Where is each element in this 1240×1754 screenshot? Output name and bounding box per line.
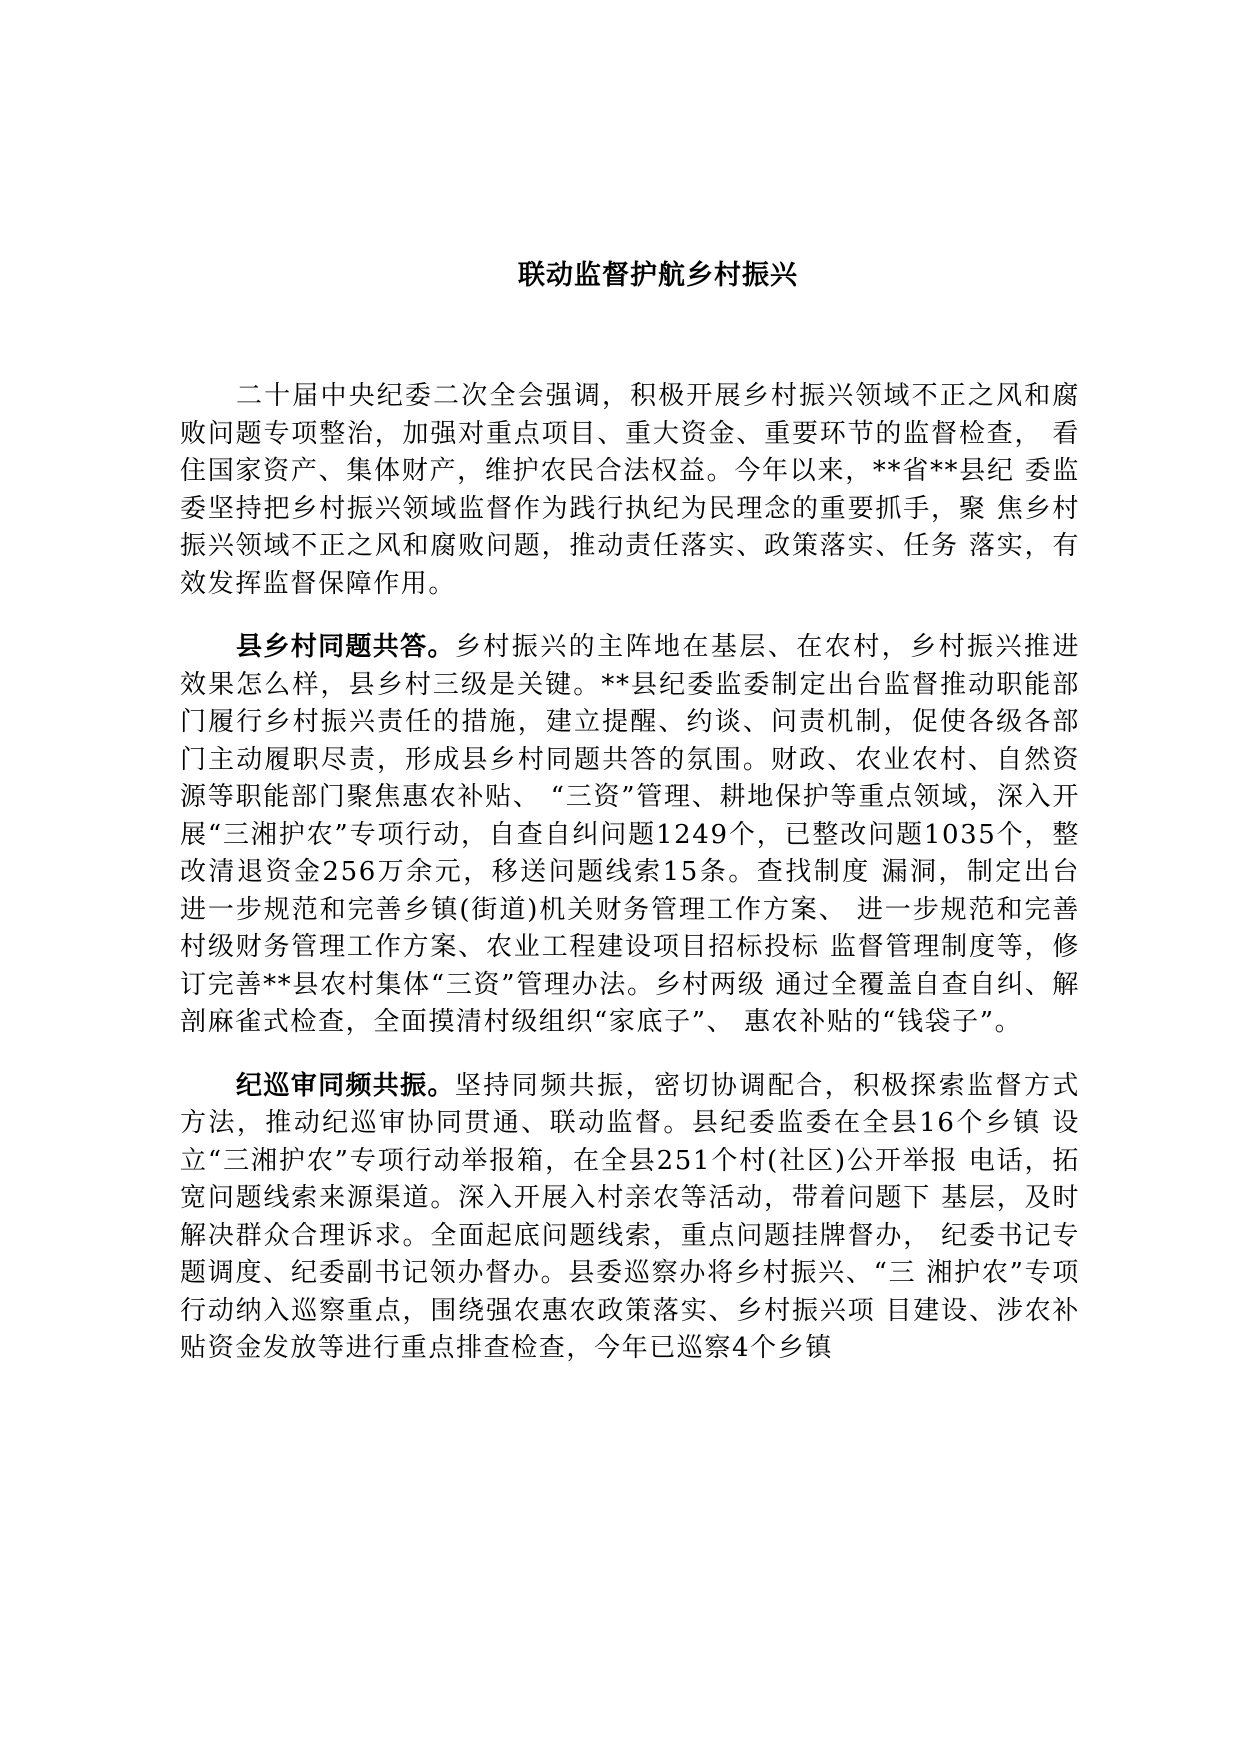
- paragraph-intro: [180, 378, 1080, 603]
- paragraph-discipline-inspection-audit: [180, 1068, 1080, 1368]
- paragraph-county-township-village: [180, 629, 1080, 1042]
- document-title: 联动监督护航乡村振兴: [518, 260, 798, 291]
- paragraph-intro-text: 二十届中央纪委二次全会强调，积极开展乡村振兴领域不正之风和腐败问题专项整治，加强对重点项目、重大资金、重要环节的监督检查， 看住国家资产、集体财产，维护农民合法权益。今年以来，**省**县纪 委监委坚持把乡村振兴领域监督作为践行执纪为民理念的重要抓手，聚 焦乡村振兴领域不正之风和腐败问题，推动责任落实、政策落实、任务 落实，有效发挥监督保障作用。: [180, 381, 1080, 599]
- paragraph-heading-county-township-village: 县乡村同题共答。: [236, 632, 455, 662]
- document-body: [180, 378, 1080, 1394]
- paragraph-heading-discipline-inspection-audit: 纪巡审同频共振。: [236, 1070, 455, 1101]
- paragraph-discipline-inspection-audit-text: 坚持同频共振，密切协调配合，积极探索监督方式方法，推动纪巡审协同贯通、联动监督。县纪委监委在全县16个乡镇 设立“三湘护农”专项行动举报箱，在全县251个村(社区)公开举报 电话，拓宽问题线索来源渠道。深入开展入村亲农等活动，带着问题下 基层，及时解决群众合理诉求。全面起底问题线索，重点问题挂牌督办， 纪委书记专题调度、纪委副书记领办督办。县委巡察办将乡村振兴、“三 湘护农”专项行动纳入巡察重点，围绕强农惠农政策落实、乡村振兴项 目建设、涉农补贴资金发放等进行重点排查检查，今年已巡察4个乡镇: [180, 1070, 1080, 1363]
- paragraph-county-township-village-text: 乡村振兴的主阵地在基层、在农村，乡村振兴推进效果怎么样，县乡村三级是关键。**县纪委监委制定出台监督推动职能部门履行乡村振兴责任的措施，建立提醒、约谈、问责机制，促使各级各部门主动履职尽责，形成县乡村同题共答的氛围。财政、农业农村、自然资源等职能部门聚焦惠农补贴、 “三资”管理、耕地保护等重点领域，深入开展“三湘护农”专项行动，自查自纠问题1249个，已整改问题1035个，整改清退资金256万余元，移送问题线索15条。查找制度 漏洞，制定出台进一步规范和完善乡镇(街道)机关财务管理工作方案、 进一步规范和完善村级财务管理工作方案、农业工程建设项目招标投标 监督管理制度等，修订完善**县农村集体“三资”管理办法。乡村两级 通过全覆盖自查自纠、解剖麻雀式检查，全面摸清村级组织“家底子”、 惠农补贴的“钱袋子”。: [180, 632, 1080, 1037]
